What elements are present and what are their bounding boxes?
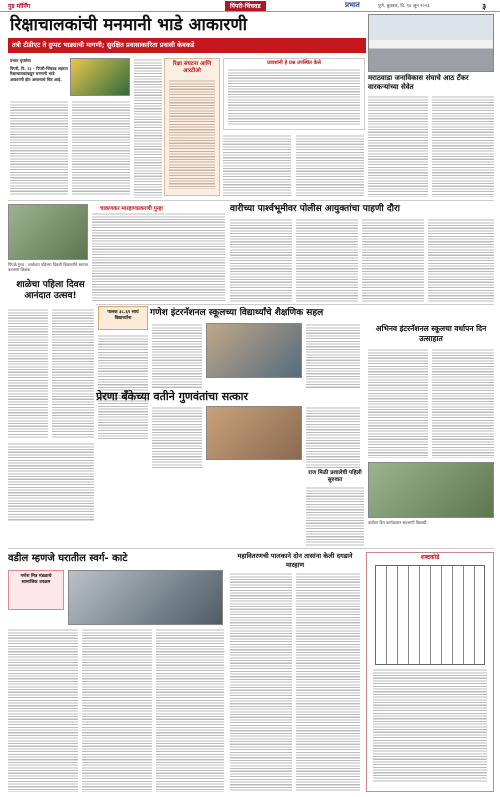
crossword-clues <box>373 668 487 783</box>
lead-body-col3 <box>134 58 162 198</box>
marathwada-headline: मराठवाडा जनाविकास संघाचे आठ टँकर वारकऱ्यांच्या सेवेत <box>368 74 469 91</box>
father-body-col3 <box>156 628 224 792</box>
raj-school-headline: राज मिळी प्रशालेची पहिली सुरुवात <box>308 470 362 483</box>
issue-date: पुणे, बुधवार, दि. १४ जून २०२३ <box>378 4 430 9</box>
lead-body-col1 <box>10 100 68 195</box>
father-photo <box>68 570 223 625</box>
abhinav-body-col2 <box>432 348 494 458</box>
questions-list <box>228 68 360 126</box>
questions-box <box>223 58 365 130</box>
info-box-title: रिक्षा संघटना आणि आरटीओ <box>172 61 212 74</box>
prerna-body-col1 <box>152 406 202 468</box>
crossword-title: शब्दकोडे <box>420 554 440 561</box>
ganesh-body-col2 <box>152 323 202 388</box>
police-body-col2 <box>296 218 358 302</box>
ganesh-headline: गणेश इंटरनॅशनल स्कूलच्या विद्यार्थ्यांचे शैक्षणिक सहल <box>150 308 324 318</box>
lead-body-col5 <box>296 134 364 196</box>
ganesh-body-col3 <box>306 323 360 388</box>
school-first-body-2 <box>52 308 94 438</box>
abhinav-photo-caption: वर्धापन दिन कार्यक्रमात सहभागी विद्यार्थी. <box>368 520 428 525</box>
abhinav-photo <box>368 462 494 518</box>
lead-body-col4 <box>223 134 291 196</box>
school-photo-caption: पिंपळे गुरव : शाळेच्या पहिल्या दिवशी विद्यार्थ्यांचे स्वागत करताना शिक्षक. <box>8 262 89 272</box>
header-bar <box>0 0 500 12</box>
tanker-photo <box>368 14 494 72</box>
crossword-grid <box>375 565 485 665</box>
brawl-body <box>92 212 225 302</box>
mahavitaran-headline: महावितरणची पालकाने दोन तासांना केली दगडाने मारहाण <box>237 552 353 569</box>
police-body-col3 <box>362 218 424 302</box>
school-photo <box>8 204 88 260</box>
crossword-panel <box>366 552 494 792</box>
side-stat-box <box>98 306 148 330</box>
brawl-headline: चाकणकर मारहाणप्रकरणी गुन्हा <box>100 206 163 212</box>
questions-title: प्रवाशांनी हे प्रश्न उपस्थित केले <box>267 60 321 66</box>
lead-reporter: प्रभात वृत्तसेवा <box>10 58 31 63</box>
ganesh-body-col1 <box>98 334 148 439</box>
lead-subhead: तत्री टीडीएट ते दुप्पट भाड्याची मागणी; सुरक्षित प्रवासाकारिता प्रवासी केबकडे <box>8 38 366 53</box>
lead-body-col2 <box>72 100 130 195</box>
ganesh-photo <box>206 323 302 378</box>
lead-headline: रिक्षाचालकांची मनमानी भाडे आकारणी <box>10 15 248 35</box>
police-body-col1 <box>230 218 292 302</box>
rickshaw-photo <box>70 58 130 96</box>
abhinav-headline: अभिनव इंटरनॅशनल स्कूलचा वर्धापन दिन उत्साहात <box>375 324 487 343</box>
abhinav-body-col1 <box>368 348 428 458</box>
father-body-col1 <box>8 628 78 792</box>
mahavitaran-body-col1 <box>230 572 292 792</box>
rickshaw-info-box <box>164 58 220 196</box>
father-body-col2 <box>82 628 152 792</box>
city-tab: पिंपरी-चिंचवड <box>225 1 266 11</box>
ganesh-small-text: गणेश मित्र मंडळाचे सामाजिक उपक्रम <box>20 574 52 585</box>
section-label: गुड मॉर्निंग <box>8 3 31 10</box>
prerna-headline: प्रेरणा बँकेच्या वतीने गुणवंतांचा सत्कार <box>96 390 248 403</box>
prerna-photo <box>206 406 302 460</box>
side-stat-text: पालक ३८.६१ सायं विद्यार्थ्यांना <box>107 310 139 321</box>
ganesh-small-box <box>8 570 64 610</box>
father-headline: वडील म्हणजे घरातील स्वर्ग- काटे <box>8 553 128 564</box>
raj-school-body <box>306 486 364 546</box>
page-number: ३ <box>482 2 487 11</box>
mahavitaran-body-col2 <box>296 572 360 792</box>
police-headline: वारीच्या पार्श्वभूमीवर पोलीस आयुक्तांचा पाहणी दौरा <box>230 204 401 214</box>
info-box-body <box>169 79 215 189</box>
police-body-col4 <box>428 218 494 302</box>
lead-dateline: पिंपरी, दि. १३ – पिंपरी-चिंचवड शहरात रिक्षाचालकांकडून मनमानी भाडे आकारणी होत असल्याचे चित्र आहे. <box>10 66 68 82</box>
school-first-body <box>8 308 48 438</box>
prerna-body-col2 <box>306 406 360 468</box>
bottom-left-body <box>8 442 94 522</box>
marathwada-body-col2 <box>432 95 494 197</box>
school-first-headline: शाळेचा पहिला दिवस आनंदात उत्सव! <box>16 280 85 301</box>
marathwada-body-col1 <box>368 95 428 197</box>
brand-logo: प्रभात <box>345 1 360 9</box>
